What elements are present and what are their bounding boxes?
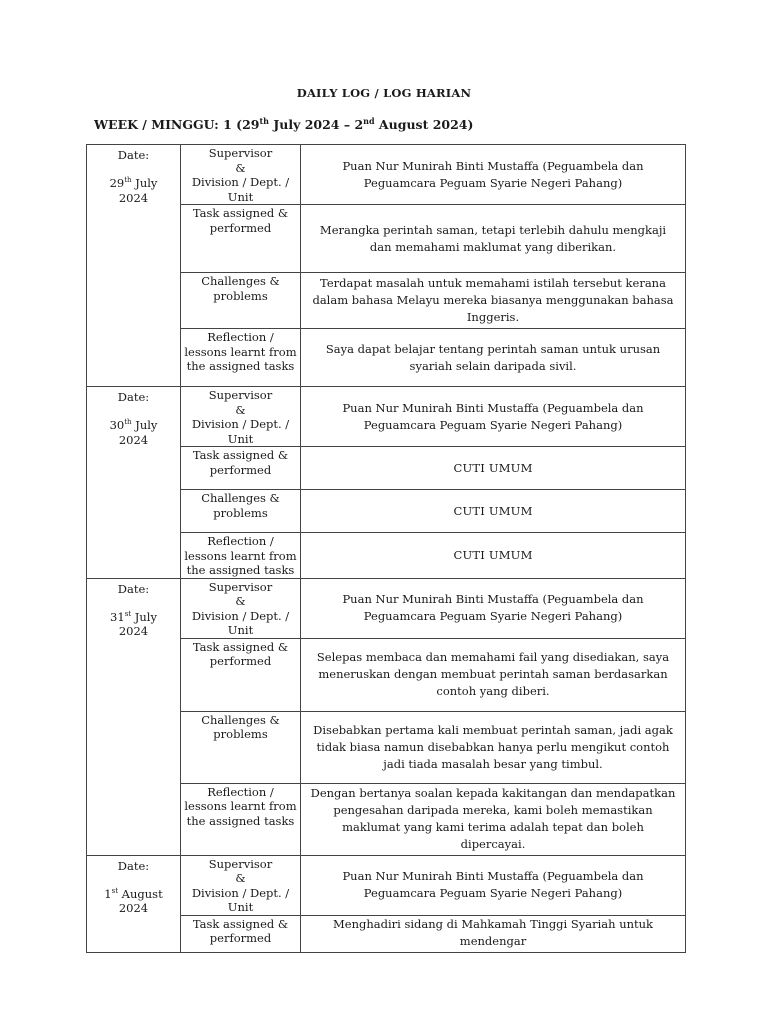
challenges-value: CUTI UMUM xyxy=(301,490,686,533)
supervisor-label: Supervisor & Division / Dept. / Unit xyxy=(181,387,301,447)
week-heading: WEEK / MINGGU: 1 (29th July 2024 – 2nd August 2024) xyxy=(94,116,474,133)
task-label: Task assigned & performed xyxy=(181,447,301,490)
table-row xyxy=(87,145,686,205)
supervisor-value: Puan Nur Munirah Binti Mustaffa (Peguambela dan Peguamcara Peguam Syarie Negeri Pahang) xyxy=(301,855,686,915)
supervisor-value: Puan Nur Munirah Binti Mustaffa (Peguambela dan Peguamcara Peguam Syarie Negeri Pahang) xyxy=(301,145,686,205)
reflection-value: Saya dapat belajar tentang perintah saman untuk urusan syariah selain daripada sivil. xyxy=(301,329,686,387)
reflection-label: Reflection / lessons learnt from the assigned tasks xyxy=(181,533,301,579)
challenges-label: Challenges & problems xyxy=(181,711,301,783)
challenges-value: Disebabkan pertama kali membuat perintah saman, jadi agak tidak biasa namun disebabkan hanya perlu mengikut contoh jadi tiada masalah besar yang timbul. xyxy=(301,711,686,783)
task-label: Task assigned & performed xyxy=(181,205,301,273)
supervisor-value: Puan Nur Munirah Binti Mustaffa (Peguambela dan Peguamcara Peguam Syarie Negeri Pahang) xyxy=(301,387,686,447)
task-value: Selepas membaca dan memahami fail yang disediakan, saya meneruskan dengan membuat perintah saman berdasarkan contoh yang diberi. xyxy=(301,638,686,711)
reflection-label: Reflection / lessons learnt from the assigned tasks xyxy=(181,329,301,387)
table-row xyxy=(87,387,686,447)
date-cell: Date: 1st August 2024 xyxy=(87,855,181,952)
document-title: DAILY LOG / LOG HARIAN xyxy=(296,86,472,100)
reflection-label: Reflection / lessons learnt from the assigned tasks xyxy=(181,783,301,855)
task-value: CUTI UMUM xyxy=(301,447,686,490)
challenges-value: Terdapat masalah untuk memahami istilah tersebut kerana dalam bahasa Melayu mereka biasanya menggunakan bahasa Inggeris. xyxy=(301,273,686,329)
challenges-label: Challenges & problems xyxy=(181,273,301,329)
date-cell: Date: 31st July 2024 xyxy=(87,578,181,855)
task-value: Merangka perintah saman, tetapi terlebih dahulu mengkaji dan memahami maklumat yang diberikan. xyxy=(301,205,686,273)
task-label: Task assigned & performed xyxy=(181,638,301,711)
task-value: Menghadiri sidang di Mahkamah Tinggi Syariah untuk mendengar xyxy=(301,915,686,952)
reflection-value: Dengan bertanya soalan kepada kakitangan dan mendapatkan pengesahan daripada mereka, kami boleh memastikan maklumat yang kami terima adalah tepat dan boleh dipercayai. xyxy=(301,783,686,855)
supervisor-label: Supervisor & Division / Dept. / Unit xyxy=(181,578,301,638)
task-label: Task assigned & performed xyxy=(181,915,301,952)
supervisor-label: Supervisor & Division / Dept. / Unit xyxy=(181,855,301,915)
date-cell: Date: 30th July 2024 xyxy=(87,387,181,579)
supervisor-value: Puan Nur Munirah Binti Mustaffa (Peguambela dan Peguamcara Peguam Syarie Negeri Pahang) xyxy=(301,578,686,638)
challenges-label: Challenges & problems xyxy=(181,490,301,533)
table-row xyxy=(87,855,686,915)
supervisor-label: Supervisor & Division / Dept. / Unit xyxy=(181,145,301,205)
table-row xyxy=(87,578,686,638)
date-cell: Date: 29th July 2024 xyxy=(87,145,181,387)
reflection-value: CUTI UMUM xyxy=(301,533,686,579)
daily-log-table xyxy=(86,144,686,953)
